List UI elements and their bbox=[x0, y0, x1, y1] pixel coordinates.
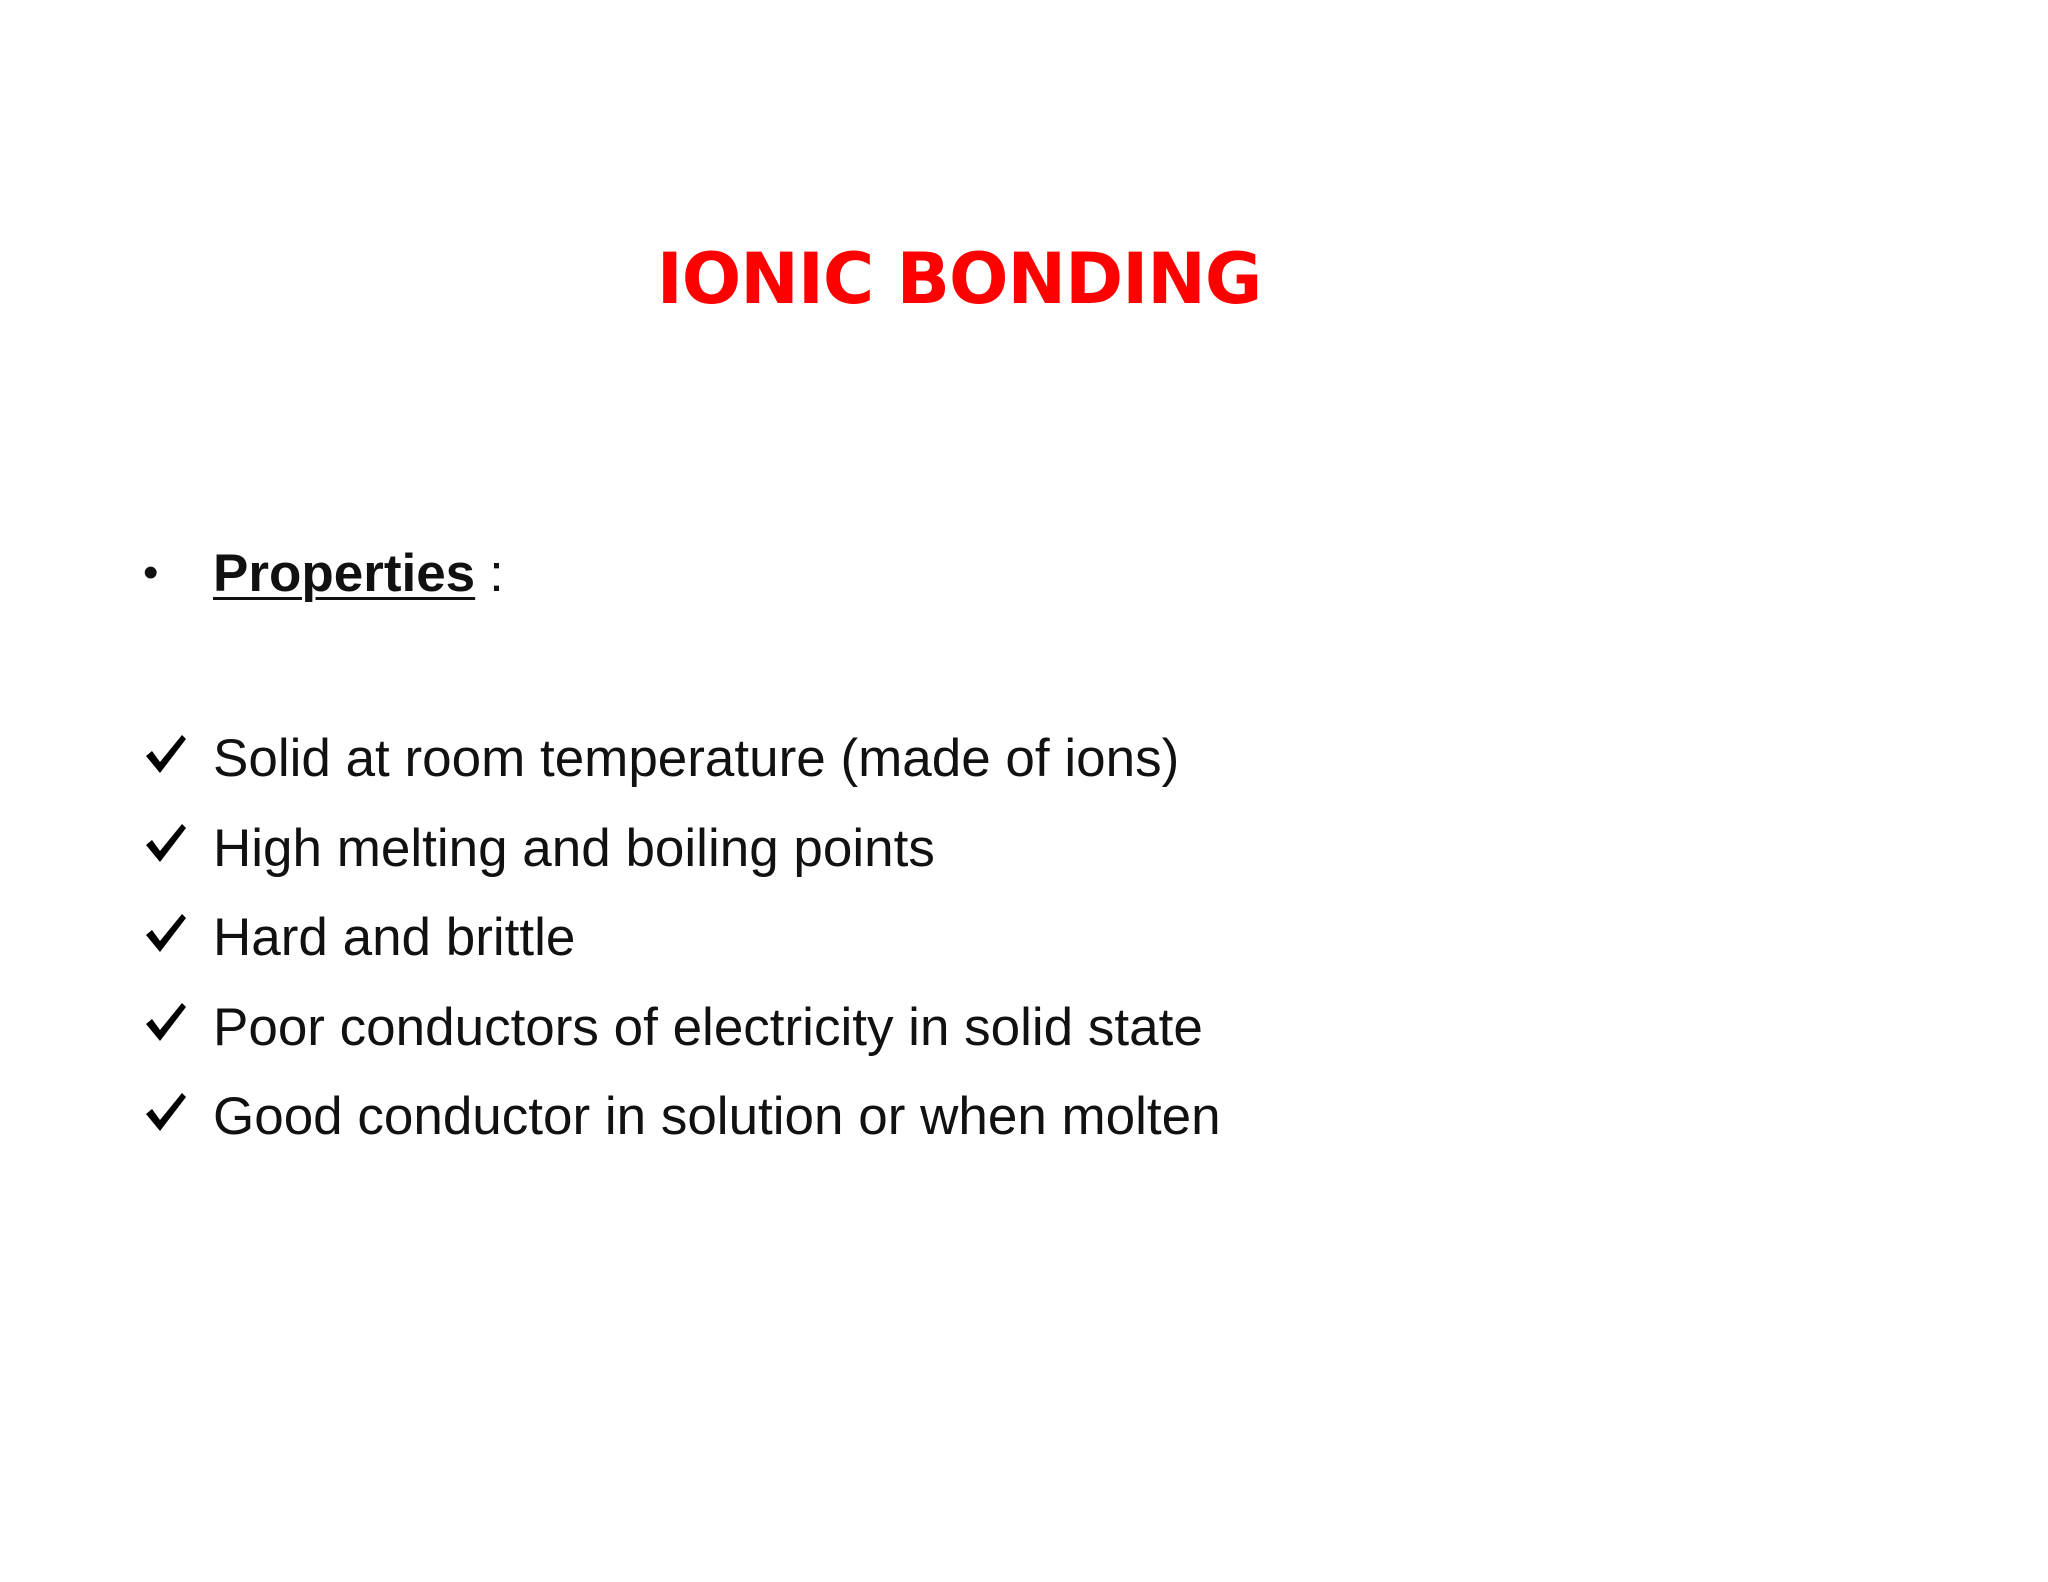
checkmark-icon bbox=[143, 1010, 213, 1044]
list-item-text: Solid at room temperature (made of ions) bbox=[213, 729, 1180, 789]
checkmark-icon bbox=[143, 831, 213, 865]
list-item bbox=[143, 1072, 1221, 1162]
list-item-text: High melting and boiling points bbox=[213, 818, 935, 878]
list-item bbox=[143, 714, 1221, 804]
list-item-text: Good conductor in solution or when molten bbox=[213, 1087, 1221, 1147]
list-item bbox=[143, 893, 1221, 983]
properties-heading bbox=[143, 538, 504, 608]
bullet-dot-icon: • bbox=[143, 548, 159, 597]
list-item-text: Poor conductors of electricity in solid state bbox=[213, 997, 1203, 1057]
slide-title: IONIC BONDING bbox=[656, 238, 1262, 320]
checkmark-icon bbox=[143, 921, 213, 955]
list-item bbox=[143, 804, 1221, 894]
properties-label: Properties bbox=[213, 543, 476, 603]
properties-list bbox=[143, 714, 1221, 1162]
checkmark-icon bbox=[143, 742, 213, 776]
checkmark-icon bbox=[143, 1100, 213, 1134]
list-item-text: Hard and brittle bbox=[213, 908, 576, 968]
properties-colon: : bbox=[489, 543, 504, 603]
list-item bbox=[143, 983, 1221, 1073]
